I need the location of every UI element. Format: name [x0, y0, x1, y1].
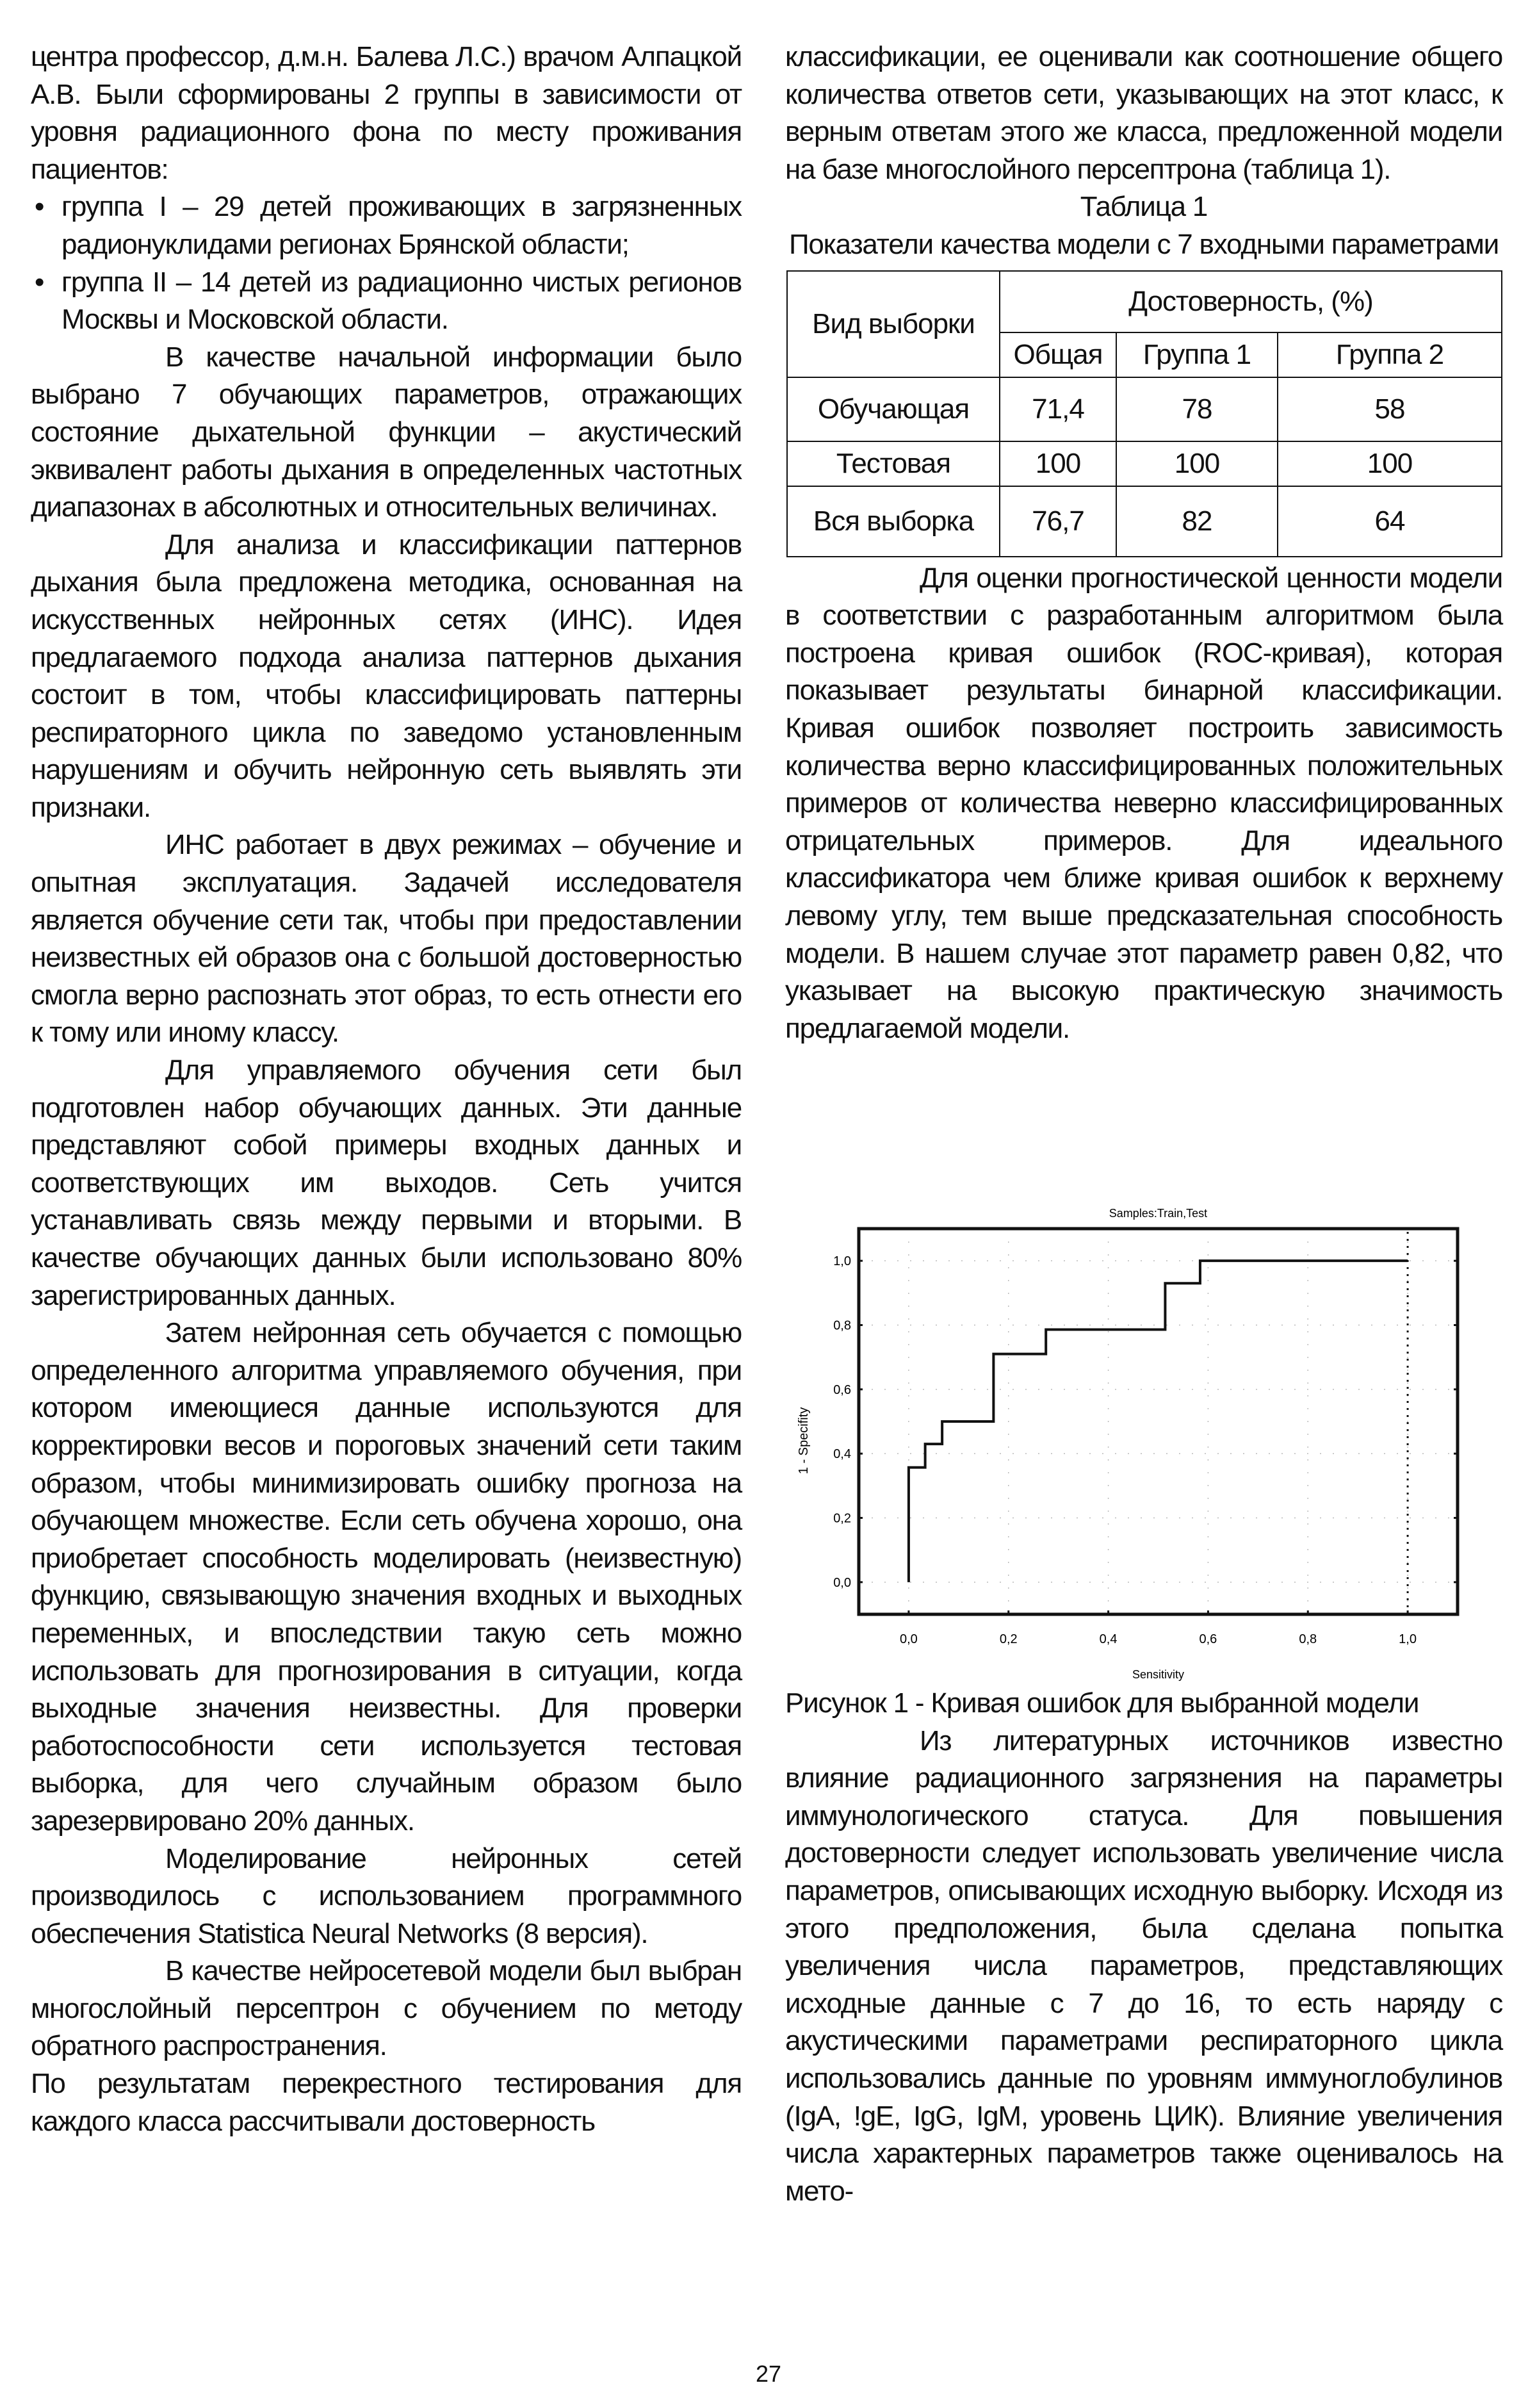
paragraph-roc: Для оценки прогностической ценности модели в соответствии с разработанным алгоритмом была построена кривая ошибок (ROC-кривая), которая показывает результаты бинарной классификации. Кривая ошибок позволяет построить зависимость количества верно классифицированных положительных примеров от количества неверно классифицированных отрицательных примеров. Для идеального классификатора чем ближе кривая ошибок к верхнему левому углу, тем выше предсказательная способность модели. В нашем случае этот параметр равен 0,82, что указывает на высокую практическую значимость предлагаемой модели. — [785, 562, 1502, 1044]
roc-figure — [785, 1192, 1502, 1685]
y-tick-label: 0,2 — [833, 1511, 851, 1526]
column-header: Группа 2 — [1278, 332, 1502, 377]
chart-title: Samples:Train,Test — [1109, 1207, 1208, 1220]
y-tick-label: 0,8 — [833, 1318, 851, 1333]
bullet-item-group-1: • группа I – 29 детей проживающих в загрязненных радионуклидами регионах Брянской области; — [31, 188, 742, 263]
row-label: Вся выборка — [787, 486, 1000, 557]
table-cell: 58 — [1278, 377, 1502, 441]
column-header: Группа 1 — [1116, 332, 1278, 377]
table-cell: 82 — [1116, 486, 1278, 557]
table-cell: 76,7 — [1000, 486, 1116, 557]
y-axis-label: 1 - Specifity — [797, 1407, 811, 1475]
table-cell: 64 — [1278, 486, 1502, 557]
x-tick-label: 0,0 — [900, 1632, 918, 1646]
x-tick-label: 0,2 — [999, 1632, 1018, 1646]
table-cell: 100 — [1116, 441, 1278, 486]
y-tick-label: 0,0 — [833, 1575, 851, 1590]
row-label: Обучающая — [787, 377, 1000, 441]
page-number: 27 — [755, 2361, 782, 2387]
left-column — [31, 38, 742, 2140]
roc-curve — [909, 1261, 1408, 1582]
x-tick-label: 0,6 — [1199, 1632, 1217, 1646]
y-tick-label: 0,4 — [833, 1447, 851, 1462]
paragraph: В качестве нейросетевой модели был выбран многослойный персептрон с обучением по методу обратного распространения. — [31, 1955, 742, 2062]
table-cell: 100 — [1000, 441, 1116, 486]
x-tick-label: 1,0 — [1399, 1632, 1417, 1646]
table-cell: 100 — [1278, 441, 1502, 486]
table-title: Показатели качества модели с 7 входными параметрами — [788, 228, 1499, 260]
series — [909, 1229, 1408, 1614]
ticks — [833, 1254, 1458, 1646]
row-label: Тестовая — [787, 441, 1000, 486]
results-table — [786, 270, 1502, 557]
paragraph: Моделирование нейронных сетей производилось с использованием программного обеспечения Statistica Neural Networks (8 версия). — [31, 1842, 742, 1949]
x-tick-label: 0,8 — [1299, 1632, 1317, 1646]
table-label: Таблица 1 — [1080, 191, 1208, 223]
column-header: Общая — [1000, 332, 1116, 377]
right-column — [785, 38, 1502, 1047]
header-sample-type: Вид выборки — [787, 271, 1000, 377]
table-cell: 78 — [1116, 377, 1278, 441]
figure-caption: Рисунок 1 - Кривая ошибок для выбранной модели — [785, 1687, 1419, 1719]
paragraph: Затем нейронная сеть обучается с помощью определенного алгоритма управляемого обучения, при котором имеющиеся данные используются для корректировки весов и пороговых значений сети таким образом, чтобы минимизировать ошибку прогноза на обучающем множестве. Если сеть обучена хорошо, она приобретает способность моделировать (неизвестную) функцию, связывающую значения входных и выходных переменных, и впоследствии такую сеть можно использовать для прогнозирования в ситуации, когда выходные значения неизвестны. Для проверки работоспособности сети используется тестовая выборка, для чего случайным образом было зарезервировано 20% данных. — [31, 1317, 742, 1837]
paragraph: ИНС работает в двух режимах – обучение и опытная эксплуатация. Задачей исследователя является обучение сети так, чтобы при предоставлении неизвестных ей образов она с большой достоверностью смогла верно распознать этот образ, то есть отнести его к тому или иному классу. — [31, 829, 742, 1049]
paragraph: По результатам перекрестного тестирования для каждого класса рассчитывали достоверность — [31, 2068, 742, 2137]
paragraph: Из литературных источников известно влияние радиационного загрязнения на параметры иммунологического статуса. Для повышения достоверности следует использовать увеличение числа параметров, описывающих исходную выборку. Исходя из этого предположения, была сделана попытка увеличения числа параметров, представляющих исходные данные с 7 до 16, то есть наряду с акустическими параметрами респираторного цикла использовались данные по уровням иммуноглобулинов (IgA, !gE, IgG, IgM, уровень ЦИК). Влияние увеличения числа характерных параметров также оценивалось на мето- — [785, 1724, 1502, 2207]
paragraph: центра профессор, д.м.н. Балева Л.С.) врачом Алпацкой А.В. Были сформированы 2 группы в зависимости от уровня радиационного фона по месту проживания пациентов: — [31, 41, 742, 185]
y-tick-label: 0,6 — [833, 1382, 851, 1397]
table-cell: 71,4 — [1000, 377, 1116, 441]
table-row — [787, 486, 1502, 557]
paragraph: Для анализа и классификации паттернов дыхания была предложена методика, основанная на искусственных нейронных сетях (ИНС). Идея предлагаемого подхода анализа паттернов дыхания состоит в том, чтобы классифицировать паттерны респираторного цикла по заведомо установленным нарушениям и обучить нейронную сеть выявлять эти признаки. — [31, 528, 742, 823]
y-tick-label: 1,0 — [833, 1254, 851, 1269]
header-reliability: Достоверность, (%) — [1000, 271, 1502, 332]
x-axis-label: Sensitivity — [1132, 1668, 1185, 1681]
roc-chart — [785, 1192, 1502, 1685]
table-row — [787, 441, 1502, 486]
paragraph: В качестве начальной информации было выбрано 7 обучающих параметров, отражающих состояние дыхательной функции – акустический эквивалент работы дыхания в определенных частотных диапазонах в абсолютных и относительных величинах. — [31, 341, 742, 523]
paragraph: Для управляемого обучения сети был подготовлен набор обучающих данных. Эти данные представляют собой примеры входных данных и соответствующих им выходов. Сеть учится устанавливать связь между первыми и вторыми. В качестве обучающих данных были использовано 80% зарегистрированных данных. — [31, 1054, 742, 1311]
paragraph-intro: классификации, ее оценивали как соотношение общего количества ответов сети, указывающих на этот класс, к верным ответам этого же класса, предложенной модели на базе многослойного персептрона (таблица 1). — [785, 41, 1502, 185]
bullet-item-group-2: • группа II – 14 детей из радиационно чистых регионов Москвы и Московской области. — [31, 264, 742, 339]
table-row — [787, 377, 1502, 441]
right-column-lower — [785, 1685, 1502, 2210]
x-tick-label: 0,4 — [1099, 1632, 1118, 1646]
